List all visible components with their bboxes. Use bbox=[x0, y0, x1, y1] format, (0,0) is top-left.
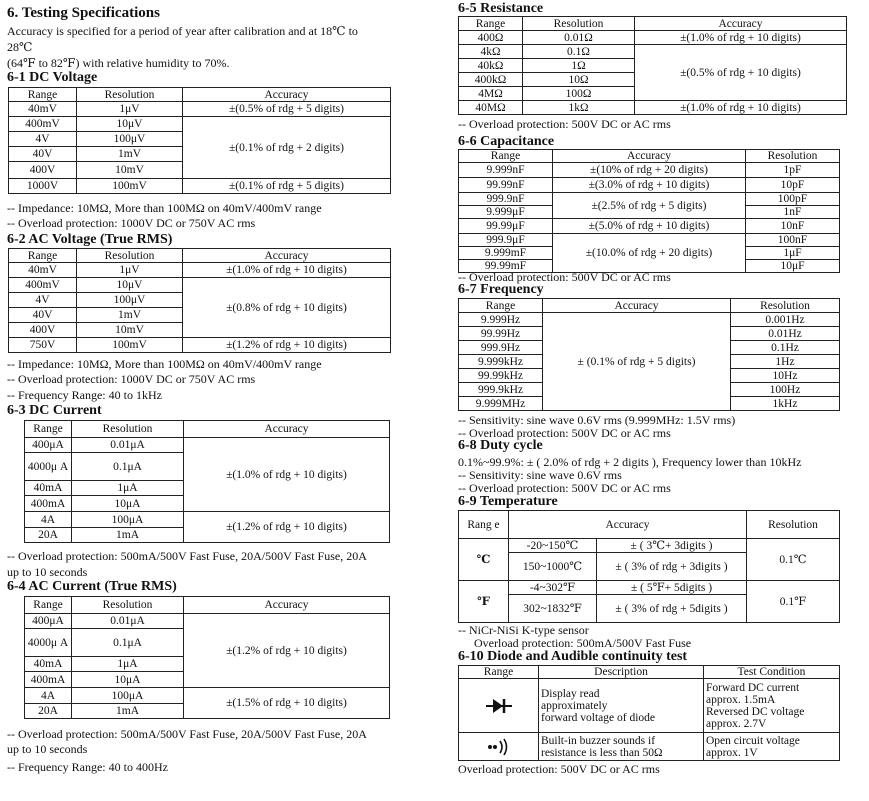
cap-range: 999.9nF bbox=[459, 193, 553, 206]
diode-cond-line: Reversed DC voltage bbox=[706, 705, 805, 718]
aca-resolution: 1mA bbox=[72, 704, 184, 719]
aca-resolution: 1μA bbox=[72, 657, 184, 672]
diode-note: Overload protection: 500V DC or AC rms bbox=[458, 762, 660, 776]
dcv-table bbox=[8, 87, 391, 194]
cap-resolution: 1pF bbox=[746, 163, 840, 178]
dcv-title: 6-1 DC Voltage bbox=[7, 70, 98, 85]
acv-range: 400V bbox=[9, 323, 77, 338]
dca-note-1: -- Overload protection: 500mA/500V Fast Fuse, 20A/500V Fast Fuse, 20A bbox=[7, 549, 367, 563]
acv-resolution: 10μV bbox=[77, 278, 183, 293]
cap-header-resolution: Resolution bbox=[746, 150, 840, 163]
buzzer-desc-line: Built-in buzzer sounds if bbox=[541, 734, 656, 747]
dcv-resolution: 100μV bbox=[77, 132, 183, 147]
temp-resolution: 0.1℉ bbox=[747, 581, 840, 623]
dcv-accuracy: ±(0.1% of rdg + 5 digits) bbox=[183, 179, 391, 194]
duty-title: 6-8 Duty cycle bbox=[458, 438, 543, 453]
cap-note: -- Overload protection: 500V DC or AC rms bbox=[458, 270, 671, 284]
acv-note-1: -- Impedance: 10MΩ, More than 100MΩ on 40mV/400mV range bbox=[7, 357, 322, 371]
diode-header-description: Description bbox=[539, 666, 704, 679]
freq-accuracy: ± (0.1% of rdg + 5 digits) bbox=[543, 313, 731, 411]
cap-header-accuracy: Accuracy bbox=[553, 150, 746, 163]
acv-resolution: 1mV bbox=[77, 308, 183, 323]
freq-range: 9.999MHz bbox=[459, 397, 543, 411]
aca-table bbox=[24, 596, 390, 719]
dca-range: 400μA bbox=[25, 438, 72, 453]
dca-range: 20A bbox=[25, 528, 72, 543]
buzzer-condition bbox=[704, 733, 840, 761]
diode-header-range: Range bbox=[459, 666, 539, 679]
freq-header-resolution: Resolution bbox=[731, 299, 840, 313]
temp-range: 302~1832℉ bbox=[509, 595, 597, 623]
diode-cond-line: approx. 2.7V bbox=[706, 717, 767, 730]
temp-accuracy: ± ( 5℉+ 5digits ) bbox=[597, 581, 747, 595]
cap-resolution: 1nF bbox=[746, 206, 840, 219]
acv-resolution: 100mV bbox=[77, 338, 183, 353]
acv-range: 750V bbox=[9, 338, 77, 353]
buzzer-description bbox=[539, 733, 704, 761]
aca-header-accuracy: Accuracy bbox=[184, 597, 390, 614]
aca-note-2: up to 10 seconds bbox=[7, 742, 88, 756]
diode-range-cell bbox=[459, 679, 539, 733]
dca-table bbox=[24, 420, 390, 543]
cap-range: 9.999μF bbox=[459, 206, 553, 219]
res-resolution: 0.1Ω bbox=[523, 45, 635, 59]
dcv-header-accuracy: Accuracy bbox=[183, 88, 391, 102]
freq-title: 6-7 Frequency bbox=[458, 282, 544, 297]
dca-header-range: Range bbox=[25, 421, 72, 438]
freq-resolution: 0.1Hz bbox=[731, 341, 840, 355]
dcv-range: 40V bbox=[9, 147, 77, 162]
res-resolution: 0.01Ω bbox=[523, 31, 635, 45]
dca-range: 4000μ A bbox=[25, 453, 72, 481]
temp-note-1: -- NiCr-NiSi K-type sensor bbox=[458, 623, 589, 637]
cap-resolution: 1μF bbox=[746, 247, 840, 260]
buzzer-range-cell bbox=[459, 733, 539, 761]
cap-range: 9.999mF bbox=[459, 247, 553, 260]
freq-range: 9.999Hz bbox=[459, 313, 543, 327]
res-table bbox=[458, 16, 847, 115]
temp-accuracy: ± ( 3% of rdg + 3digits ) bbox=[597, 553, 747, 581]
diode-icon bbox=[461, 696, 536, 716]
cap-range: 99.99nF bbox=[459, 178, 553, 193]
res-resolution: 1kΩ bbox=[523, 101, 635, 115]
duty-line-2: -- Sensitivity: sine wave 0.6V rms bbox=[458, 468, 622, 482]
cap-accuracy: ±(3.0% of rdg + 10 digits) bbox=[553, 178, 746, 193]
diode-table bbox=[458, 665, 840, 761]
dca-header-resolution: Resolution bbox=[72, 421, 184, 438]
freq-range: 999.9Hz bbox=[459, 341, 543, 355]
diode-title: 6-10 Diode and Audible continuity test bbox=[458, 649, 688, 664]
aca-range: 400mA bbox=[25, 672, 72, 688]
acv-accuracy: ±(1.0% of rdg + 10 digits) bbox=[183, 263, 391, 278]
dcv-resolution: 1μV bbox=[77, 102, 183, 117]
temp-accuracy: ± ( 3℃+ 3digits ) bbox=[597, 539, 747, 553]
dca-resolution: 1μA bbox=[72, 481, 184, 496]
dcv-range: 400mV bbox=[9, 117, 77, 132]
res-accuracy: ±(1.0% of rdg + 10 digits) bbox=[635, 101, 847, 115]
cap-resolution: 10μF bbox=[746, 260, 840, 273]
freq-range: 99.99Hz bbox=[459, 327, 543, 341]
intro-line-3: (64℉ to 82℉) with relative humidity to 70%. bbox=[7, 56, 230, 70]
buzzer-cond-line: approx. 1V bbox=[706, 746, 758, 759]
acv-note-2: -- Overload protection: 1000V DC or 750V AC rms bbox=[7, 372, 256, 386]
aca-header-resolution: Resolution bbox=[72, 597, 184, 614]
res-note: -- Overload protection: 500V DC or AC rms bbox=[458, 117, 671, 131]
dcv-resolution: 10mV bbox=[77, 162, 183, 179]
aca-note-3: -- Frequency Range: 40 to 400Hz bbox=[7, 760, 168, 774]
diode-desc-line: Display read bbox=[541, 687, 600, 700]
temp-header-resolution: Resolution bbox=[747, 511, 840, 539]
res-range: 40kΩ bbox=[459, 59, 523, 73]
dcv-header-resolution: Resolution bbox=[77, 88, 183, 102]
dcv-resolution: 10μV bbox=[77, 117, 183, 132]
dcv-range: 1000V bbox=[9, 179, 77, 194]
temp-table bbox=[458, 510, 840, 623]
res-header-range: Range bbox=[459, 17, 523, 31]
acv-range: 4V bbox=[9, 293, 77, 308]
acv-table bbox=[8, 248, 391, 353]
dca-header-accuracy: Accuracy bbox=[184, 421, 390, 438]
duty-line-3: -- Overload protection: 500V DC or AC rms bbox=[458, 481, 671, 495]
cap-title: 6-6 Capacitance bbox=[458, 134, 555, 149]
buzzer-desc-line: resistance is less than 50Ω bbox=[541, 746, 663, 759]
res-resolution: 10Ω bbox=[523, 73, 635, 87]
freq-range: 9.999kHz bbox=[459, 355, 543, 369]
aca-header-range: Range bbox=[25, 597, 72, 614]
acv-resolution: 10mV bbox=[77, 323, 183, 338]
temp-accuracy: ± ( 3% of rdg + 5digits ) bbox=[597, 595, 747, 623]
freq-resolution: 0.001Hz bbox=[731, 313, 840, 327]
temp-resolution: 0.1℃ bbox=[747, 539, 840, 581]
freq-resolution: 1Hz bbox=[731, 355, 840, 369]
dca-title: 6-3 DC Current bbox=[7, 403, 102, 418]
dcv-resolution: 1mV bbox=[77, 147, 183, 162]
res-accuracy: ±(0.5% of rdg + 10 digits) bbox=[635, 45, 847, 101]
diode-cond-line: Forward DC current bbox=[706, 681, 800, 694]
freq-resolution: 0.01Hz bbox=[731, 327, 840, 341]
temp-note-2: Overload protection: 500mA/500V Fast Fuse bbox=[474, 636, 692, 650]
freq-resolution: 100Hz bbox=[731, 383, 840, 397]
aca-title: 6-4 AC Current (True RMS) bbox=[7, 579, 177, 594]
celsius-unit: ℃ bbox=[459, 539, 509, 581]
diode-header-condition: Test Condition bbox=[704, 666, 840, 679]
cap-range: 99.99μF bbox=[459, 219, 553, 234]
diode-desc-line: approximately bbox=[541, 699, 608, 712]
cap-accuracy: ±(10.0% of rdg + 20 digits) bbox=[553, 234, 746, 273]
aca-accuracy: ±(1.5% of rdg + 10 digits) bbox=[184, 688, 390, 719]
dcv-note-1: -- Impedance: 10MΩ, More than 100MΩ on 40mV/400mV range bbox=[7, 201, 322, 215]
freq-range: 99.99kHz bbox=[459, 369, 543, 383]
cap-resolution: 100nF bbox=[746, 234, 840, 247]
dcv-note-2: -- Overload protection: 1000V DC or 750V AC rms bbox=[7, 216, 256, 230]
diode-description bbox=[539, 679, 704, 733]
acv-header-resolution: Resolution bbox=[77, 249, 183, 263]
dca-resolution: 0.01μA bbox=[72, 438, 184, 453]
cap-table bbox=[458, 149, 840, 273]
res-range: 4kΩ bbox=[459, 45, 523, 59]
res-header-accuracy: Accuracy bbox=[635, 17, 847, 31]
res-title: 6-5 Resistance bbox=[458, 1, 544, 16]
acv-accuracy: ±(0.8% of rdg + 10 digits) bbox=[183, 278, 391, 338]
acv-resolution: 100μV bbox=[77, 293, 183, 308]
freq-table bbox=[458, 298, 840, 411]
dcv-range: 400V bbox=[9, 162, 77, 179]
dca-accuracy: ±(1.2% of rdg + 10 digits) bbox=[184, 512, 390, 543]
acv-range: 40V bbox=[9, 308, 77, 323]
aca-resolution: 10μA bbox=[72, 672, 184, 688]
res-accuracy: ±(1.0% of rdg + 10 digits) bbox=[635, 31, 847, 45]
diode-condition bbox=[704, 679, 840, 733]
dca-resolution: 10μA bbox=[72, 496, 184, 512]
cap-accuracy: ±(5.0% of rdg + 10 digits) bbox=[553, 219, 746, 234]
cap-range: 999.9μF bbox=[459, 234, 553, 247]
intro-line-1: Accuracy is specified for a period of year after calibration and at 18℃ to bbox=[7, 24, 358, 38]
acv-range: 40mV bbox=[9, 263, 77, 278]
dca-resolution: 0.1μA bbox=[72, 453, 184, 481]
buzzer-icon bbox=[461, 738, 536, 756]
acv-range: 400mV bbox=[9, 278, 77, 293]
freq-resolution: 1kHz bbox=[731, 397, 840, 411]
acv-header-range: Range bbox=[9, 249, 77, 263]
cap-accuracy: ±(2.5% of rdg + 5 digits) bbox=[553, 193, 746, 219]
diode-desc-line: forward voltage of diode bbox=[541, 711, 656, 724]
aca-resolution: 100μA bbox=[72, 688, 184, 704]
aca-range: 4A bbox=[25, 688, 72, 704]
freq-header-range: Range bbox=[459, 299, 543, 313]
cap-resolution: 10pF bbox=[746, 178, 840, 193]
cap-range: 9.999nF bbox=[459, 163, 553, 178]
buzzer-cond-line: Open circuit voltage bbox=[706, 734, 800, 747]
duty-line-1: 0.1%~99.9%: ± ( 2.0% of rdg + 2 digits ), Frequency lower than 10kHz bbox=[458, 455, 802, 469]
freq-header-accuracy: Accuracy bbox=[543, 299, 731, 313]
dcv-resolution: 100mV bbox=[77, 179, 183, 194]
res-range: 40MΩ bbox=[459, 101, 523, 115]
res-resolution: 1Ω bbox=[523, 59, 635, 73]
freq-note-1: -- Sensitivity: sine wave 0.6V rms (9.999MHz: 1.5V rms) bbox=[458, 413, 736, 427]
temp-range: -20~150℃ bbox=[509, 539, 597, 553]
dca-range: 400mA bbox=[25, 496, 72, 512]
res-resolution: 100Ω bbox=[523, 87, 635, 101]
acv-note-3: -- Frequency Range: 40 to 1kHz bbox=[7, 388, 162, 402]
dca-accuracy: ±(1.0% of rdg + 10 digits) bbox=[184, 438, 390, 512]
aca-accuracy: ±(1.2% of rdg + 10 digits) bbox=[184, 614, 390, 688]
diode-cond-line: approx. 1.5mA bbox=[706, 693, 776, 706]
temp-header-range: Rang e bbox=[459, 511, 509, 539]
dca-resolution: 100μA bbox=[72, 512, 184, 528]
freq-resolution: 10Hz bbox=[731, 369, 840, 383]
temp-title: 6-9 Temperature bbox=[458, 494, 558, 509]
aca-range: 40mA bbox=[25, 657, 72, 672]
dca-note-2: up to 10 seconds bbox=[7, 565, 88, 579]
aca-note-1: -- Overload protection: 500mA/500V Fast Fuse, 20A/500V Fast Fuse, 20A bbox=[7, 727, 367, 741]
page-title: 6. Testing Specifications bbox=[7, 5, 160, 21]
res-range: 400kΩ bbox=[459, 73, 523, 87]
dca-range: 4A bbox=[25, 512, 72, 528]
dcv-range: 40mV bbox=[9, 102, 77, 117]
cap-header-range: Range bbox=[459, 150, 553, 163]
aca-range: 20A bbox=[25, 704, 72, 719]
cap-resolution: 10nF bbox=[746, 219, 840, 234]
temp-range: -4~302℉ bbox=[509, 581, 597, 595]
freq-range: 999.9kHz bbox=[459, 383, 543, 397]
temp-range: 150~1000℃ bbox=[509, 553, 597, 581]
aca-resolution: 0.01μA bbox=[72, 614, 184, 629]
cap-range: 99.99mF bbox=[459, 260, 553, 273]
acv-resolution: 1μV bbox=[77, 263, 183, 278]
dcv-header-range: Range bbox=[9, 88, 77, 102]
temp-header-accuracy: Accuracy bbox=[509, 511, 747, 539]
acv-header-accuracy: Accuracy bbox=[183, 249, 391, 263]
cap-resolution: 100pF bbox=[746, 193, 840, 206]
aca-range: 400μA bbox=[25, 614, 72, 629]
dca-range: 40mA bbox=[25, 481, 72, 496]
intro-line-2: 28℃ bbox=[7, 40, 33, 54]
res-range: 4MΩ bbox=[459, 87, 523, 101]
aca-resolution: 0.1μA bbox=[72, 629, 184, 657]
res-range: 400Ω bbox=[459, 31, 523, 45]
freq-note-2: -- Overload protection: 500V DC or AC rms bbox=[458, 426, 671, 440]
dcv-range: 4V bbox=[9, 132, 77, 147]
dcv-accuracy: ±(0.5% of rdg + 5 digits) bbox=[183, 102, 391, 117]
res-header-resolution: Resolution bbox=[523, 17, 635, 31]
acv-title: 6-2 AC Voltage (True RMS) bbox=[7, 232, 173, 247]
dca-resolution: 1mA bbox=[72, 528, 184, 543]
fahrenheit-unit: ℉ bbox=[459, 581, 509, 623]
acv-accuracy: ±(1.2% of rdg + 10 digits) bbox=[183, 338, 391, 353]
dcv-accuracy: ±(0.1% of rdg + 2 digits) bbox=[183, 117, 391, 179]
aca-range: 4000μ A bbox=[25, 629, 72, 657]
cap-accuracy: ±(10% of rdg + 20 digits) bbox=[553, 163, 746, 178]
